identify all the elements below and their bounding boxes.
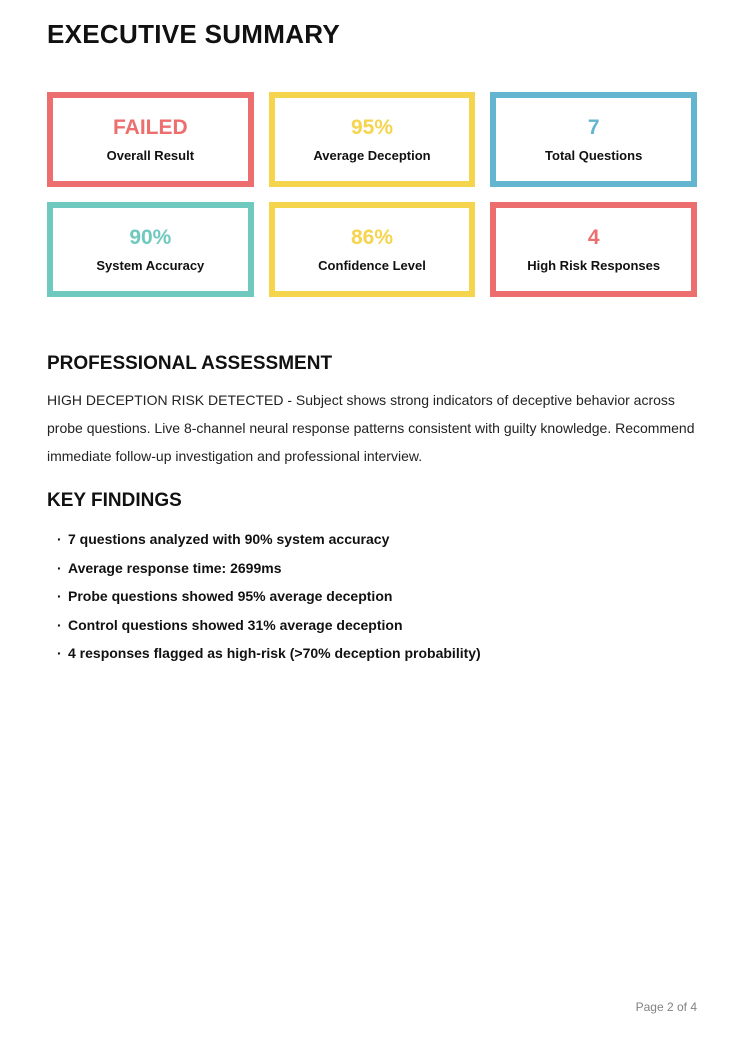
stat-value: 4	[587, 225, 600, 249]
stat-card-average-deception	[269, 92, 476, 187]
stat-label: System Accuracy	[96, 257, 205, 273]
stat-value: 95%	[350, 115, 393, 139]
page-title: EXECUTIVE SUMMARY	[47, 19, 341, 49]
stat-value: 7	[587, 115, 600, 139]
assessment-heading: PROFESSIONAL ASSESSMENT	[47, 353, 333, 374]
finding-item: · Control questions showed 31% average deception	[68, 611, 697, 640]
finding-item: · 4 responses flagged as high-risk (>70% deception probability)	[68, 639, 697, 668]
stat-card-total-questions	[490, 92, 697, 187]
stat-card-grid	[47, 92, 697, 297]
page-number: Page 2 of 4	[635, 1000, 697, 1014]
stat-value: FAILED	[112, 115, 188, 139]
stat-card-system-accuracy	[47, 202, 254, 297]
stat-label: Overall Result	[106, 147, 195, 163]
finding-item: · 7 questions analyzed with 90% system accuracy	[68, 525, 697, 554]
findings-list	[47, 525, 697, 668]
stat-value: 90%	[129, 225, 172, 249]
stat-card-confidence-level	[269, 202, 476, 297]
finding-item: · Average response time: 2699ms	[68, 554, 697, 583]
stat-label: Total Questions	[545, 147, 643, 163]
stat-card-overall-result	[47, 92, 254, 187]
finding-item: · Probe questions showed 95% average deception	[68, 582, 697, 611]
stat-label: High Risk Responses	[527, 257, 661, 273]
stat-label: Confidence Level	[318, 257, 426, 273]
stat-label: Average Deception	[313, 147, 431, 163]
stat-card-high-risk-responses	[490, 202, 697, 297]
stat-value: 86%	[350, 225, 393, 249]
assessment-body: HIGH DECEPTION RISK DETECTED - Subject shows strong indicators of deceptive behavior across probe questions. Live 8-channel neural response patterns consistent with guilty knowledge. Recommend immediate follow-up investigation and professional interview.	[47, 392, 695, 464]
findings-heading: KEY FINDINGS	[47, 490, 182, 511]
